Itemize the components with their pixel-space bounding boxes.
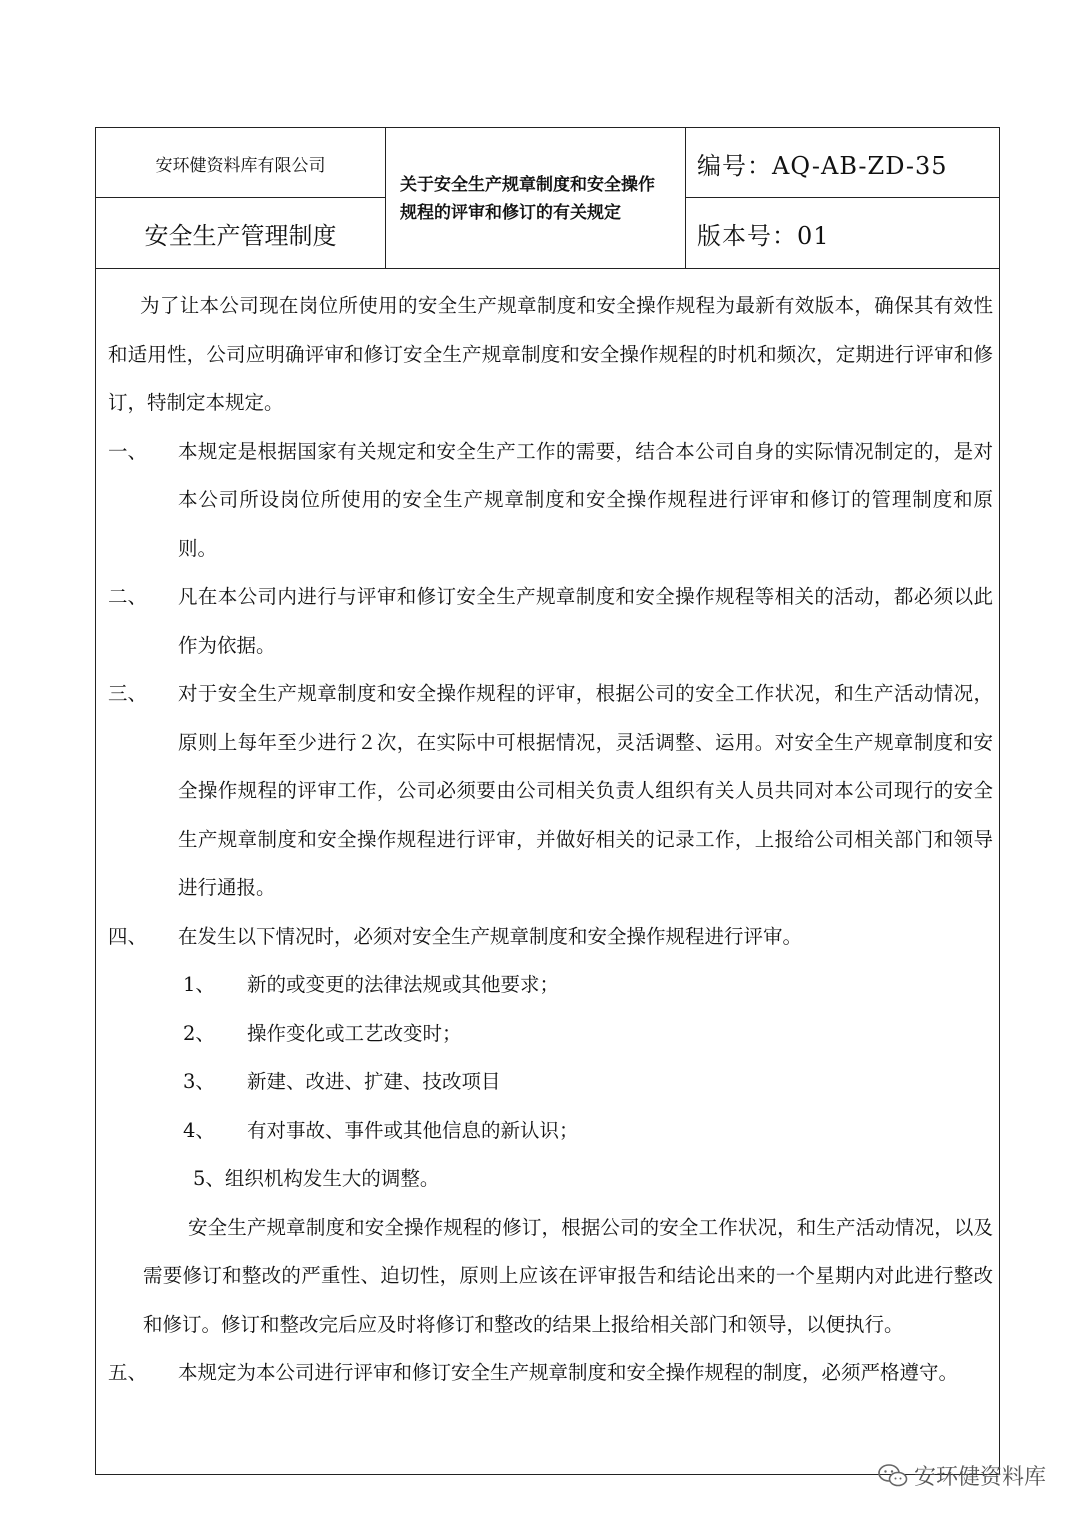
clause-number: 三、 [108,682,148,705]
clause-5 [108,1349,993,1398]
version-number: 版本号：01 [697,222,830,250]
watermark-text: 安环健资料库 [913,1465,1046,1490]
clause-1 [108,428,993,574]
clause-number: 一、 [108,439,148,463]
clause-text: 凡在本公司内进行与评审和修订安全生产规章制度和安全操作规程等相关的活动，都必须以此作为依据。 [178,585,993,657]
sub-item-number: 2、 [183,1021,215,1045]
clause-text: 对于安全生产规章制度和安全操作规程的评审，根据公司的安全工作状况，和生产活动情况，原则上每年至少进行２次，在实际中可根据情况，灵活调整、运用。对安全生产规章制度和安全操作规程的评审工作，公司必须要由公司相关负责人组织有关人员共同对本公司现行的安全生产规章制度和安全操作规程进行评审，并做好相关的记录工作，上报给公司相关部门和领导进行通报。 [178,682,993,899]
clause-text: 本规定是根据国家有关规定和安全生产工作的需要，结合本公司自身的实际情况制定的，是对本公司所设岗位所使用的安全生产规章制度和安全操作规程进行评审和修订的管理制度和原则。 [178,439,993,560]
clause-number: 五、 [108,1361,148,1384]
sub-item-text: 新的或变更的法律法规或其他要求； [247,973,560,996]
document-title: 关于安全生产规章制度和安全操作规程的评审和修订的有关规定 [400,174,655,223]
header-bottom-border [95,268,1000,269]
intro-paragraph: 为了让本公司现在岗位所使用的安全生产规章制度和安全操作规程为最新有效版本，确保其有效性和适用性，公司应明确评审和修订安全生产规章制度和安全操作规程的时机和频次，定期进行评审和修订，特制定本规定。 [108,294,993,414]
sub-item-number: 1、 [183,973,215,996]
clause-3 [108,670,993,913]
sub-item-number: 4、 [183,1118,215,1142]
company-name: 安环健资料库有限公司 [155,155,326,176]
header-divider-middle-right [685,197,1000,198]
wechat-icon [878,1463,908,1489]
sub-item-text: 有对事故、事件或其他信息的新认识； [247,1118,579,1142]
sub-item-2 [108,1010,993,1059]
clause-text: 在发生以下情况时，必须对安全生产规章制度和安全操作规程进行评审。 [178,924,803,948]
system-category: 安全生产管理制度 [144,222,337,250]
revision-text: 安全生产规章制度和安全操作规程的修订，根据公司的安全工作状况，和生产活动情况，以及需要修订和整改的严重性、迫切性，原则上应该在评审报告和结论出来的一个星期内对此进行整改和修订。修订和整改完后应及时将修订和整改的结果上报给相关部门和领导，以便执行。 [143,1215,993,1336]
clause-number: 四、 [108,924,148,948]
sub-item-text: 操作变化或工艺改变时； [247,1021,462,1045]
revision-paragraph [108,1204,993,1350]
clause-number: 二、 [108,585,148,608]
sub-item-3 [108,1058,993,1107]
clause-4 [108,913,993,962]
sub-item-1 [108,961,993,1010]
sub-item-5: 5、组织机构发生大的调整。 [193,1167,440,1190]
header-col-divider-2 [685,127,686,268]
sub-item-4 [108,1107,993,1156]
document-body [108,282,993,1398]
clause-text: 本规定为本公司进行评审和修订安全生产规章制度和安全操作规程的制度，必须严格遵守。 [178,1361,959,1384]
watermark [878,1460,1046,1491]
header-divider-middle [95,197,385,198]
clause-2 [108,573,993,670]
sub-item-number: 3、 [183,1070,215,1093]
sub-item-text: 新建、改进、扩建、技改项目 [247,1070,501,1093]
document-code: 编号：AQ-AB-ZD-35 [697,151,948,180]
